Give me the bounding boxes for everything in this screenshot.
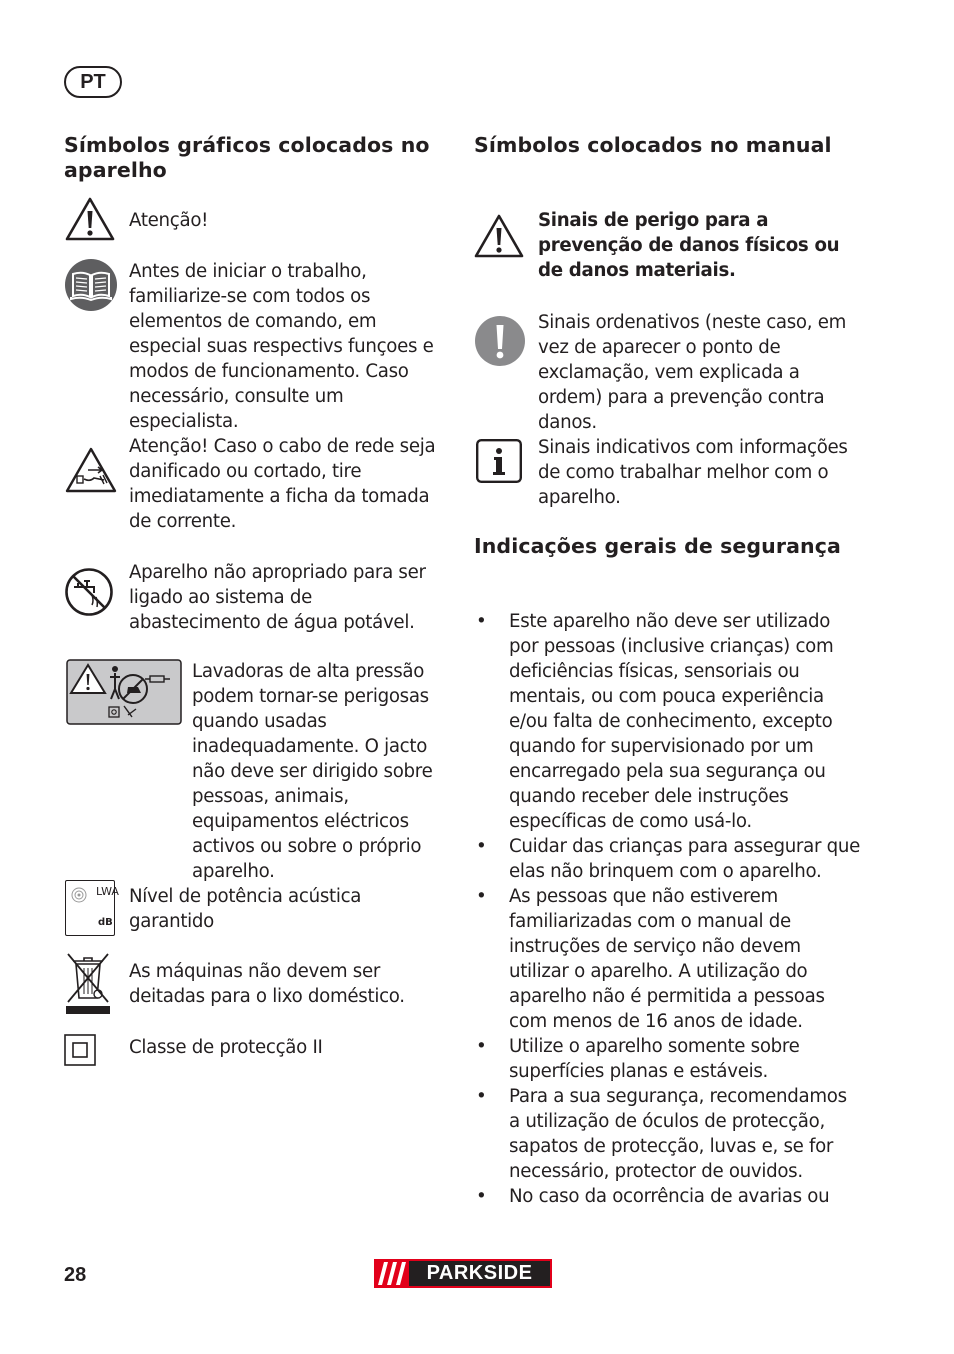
crossed-bin-icon [64,950,112,1016]
list-item: • Cuidar das crianças para assegurar que elas não brinquem com o aparelho. [474,834,862,884]
danger-triangle-icon [474,213,524,259]
manual-book-icon [65,259,117,311]
list-item: • Este aparelho não deve ser utilizado por pessoas (inclusive crianças) com deficiências físicas, sensoriais ou mentais, ou com pouca experiência e/ou falta de conhecimento, excepto quando for supervisionado por um encarregado pela sua segurança ou quando receber dele instruções específicas de como usá-lo. [474,609,862,834]
cable-damage-warning-icon [64,446,118,494]
list-item: • As pessoas que não estiverem familiarizadas com o manual de instruções de serviço não devem utilizar o aparelho. A utilização do aparelho não é permitida a pessoas com menos de 16 anos de idade. [474,884,862,1034]
mandatory-sign-icon [475,316,525,366]
list-item: • Para a sua segurança, recomendamos a utilização de óculos de protecção, sapatos de protecção, luvas e, se for necessário, protector de ouvidos. [474,1084,862,1184]
no-drinking-water-connection-icon [64,567,114,617]
sound-power-level-icon [65,880,119,936]
symbol-text-manual: Antes de iniciar o trabalho, familiarize-se com todos os elementos de comando, em especial suas respectivs funçoes e modos de funcionamento. Caso necessário, consulte um especialista. [129,261,434,432]
symbol-text-class-ii: Classe de protecção II [129,1037,323,1058]
symbol-text-sound: Nível de potência acústica garantido [129,886,362,932]
high-pressure-warning-label-icon [66,659,182,725]
brand-logo [374,1259,552,1288]
symbol-text-high-pressure: Lavadoras de alta pressão podem tornar-se perigosas quando usadas inadequadamente. O jacto não deve ser dirigido sobre pessoas, animais, equipamentos eléctricos activos ou sobre o próprio aparelho. [192,661,433,882]
symbol-text-cable: Atenção! Caso o cabo de rede seja danificado ou cortado, tire imediatamente a ficha da tomada de corrente. [129,436,436,532]
safety-heading: Indicações gerais de segurança [474,534,841,558]
brand-name: PARKSIDE [426,1262,533,1284]
safety-bullet-list [474,609,862,1209]
danger-signs-text: Sinais de perigo para a prevenção de danos físicos ou de danos materiais. [538,210,840,281]
symbol-text-attention: Atenção! [129,210,209,231]
info-signs-text: Sinais indicativos com informações de como trabalhar melhor com o aparelho. [538,437,848,508]
mandatory-signs-text: Sinais ordenativos (neste caso, em vez de aparecer o ponto de exclamação, vem explicada a ordem) para a prevenção contra danos. [538,312,847,433]
sound-level-unit: dB [98,917,113,928]
list-item: • Utilize o aparelho somente sobre superfícies planas e estáveis. [474,1034,862,1084]
left-column-heading: Símbolos gráficos colocados no aparelho [64,133,430,182]
page-number: 28 [64,1264,87,1286]
right-column-heading: Símbolos colocados no manual [474,133,832,157]
language-badge: PT [64,66,122,98]
info-sign-icon [476,439,522,483]
symbol-text-bin: As máquinas não devem ser deitadas para o lixo doméstico. [129,961,405,1007]
symbol-text-water: Aparelho não apropriado para ser ligado ao sistema de abastecimento de água potável. [129,562,426,633]
warning-triangle-icon [65,196,115,242]
brand-stripes-icon [378,1262,408,1285]
protection-class-ii-icon [64,1034,96,1066]
list-item: • No caso da ocorrência de avarias ou [474,1184,862,1209]
sound-level-label: LWA [96,885,119,898]
